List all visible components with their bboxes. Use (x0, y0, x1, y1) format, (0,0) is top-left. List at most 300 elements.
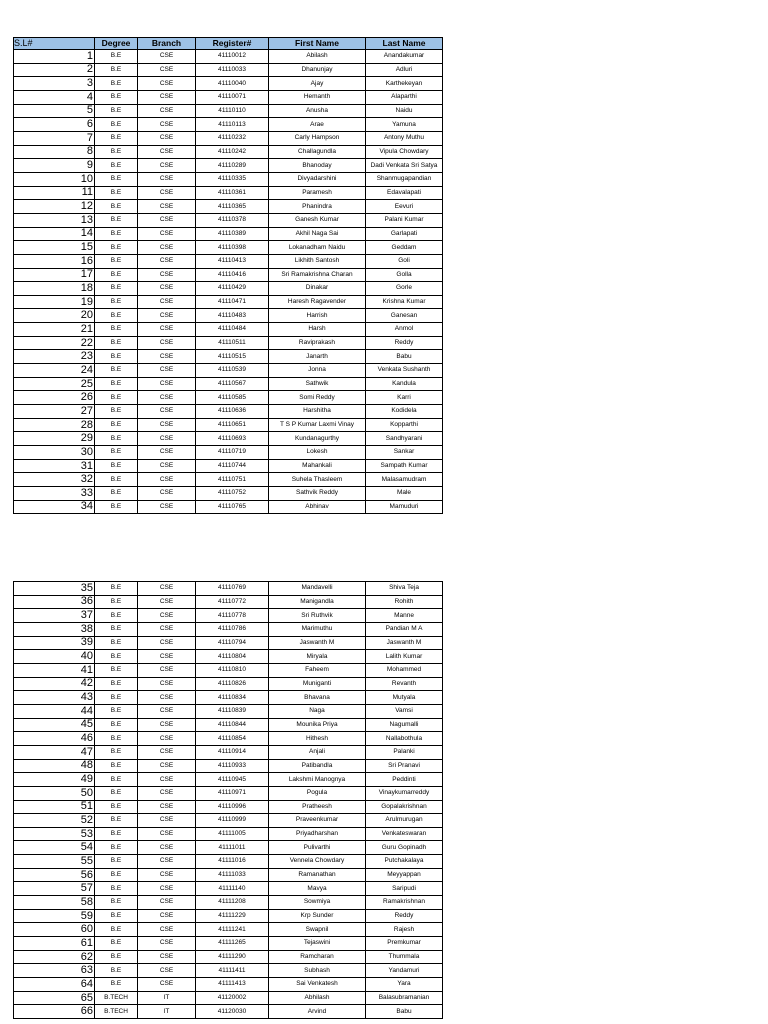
cell-register[interactable]: 41110413 (196, 254, 269, 268)
header-register[interactable]: Register# (196, 38, 269, 50)
cell-register[interactable]: 41110398 (196, 241, 269, 255)
cell-degree[interactable]: B.E (95, 868, 138, 882)
cell-register[interactable]: 41110242 (196, 145, 269, 159)
cell-register[interactable]: 41111241 (196, 923, 269, 937)
cell-first-name[interactable]: Praveenkumar (269, 814, 366, 828)
cell-first-name[interactable]: Faheem (269, 663, 366, 677)
cell-sl[interactable]: 25 (14, 377, 95, 391)
cell-sl[interactable]: 59 (14, 909, 95, 923)
cell-sl[interactable]: 33 (14, 487, 95, 501)
cell-branch[interactable]: CSE (138, 159, 196, 173)
cell-degree[interactable]: B.E (95, 118, 138, 132)
cell-register[interactable]: 41110539 (196, 364, 269, 378)
cell-register[interactable]: 41111290 (196, 950, 269, 964)
cell-last-name[interactable]: Gopalakrishnan (366, 800, 443, 814)
cell-branch[interactable]: CSE (138, 732, 196, 746)
cell-branch[interactable]: CSE (138, 609, 196, 623)
cell-register[interactable]: 41111011 (196, 841, 269, 855)
cell-degree[interactable]: B.E (95, 691, 138, 705)
cell-branch[interactable]: CSE (138, 909, 196, 923)
cell-branch[interactable]: CSE (138, 650, 196, 664)
cell-branch[interactable]: CSE (138, 459, 196, 473)
cell-degree[interactable]: B.E (95, 745, 138, 759)
cell-first-name[interactable]: Mounika Priya (269, 718, 366, 732)
cell-branch[interactable]: CSE (138, 964, 196, 978)
cell-sl[interactable]: 52 (14, 814, 95, 828)
cell-last-name[interactable]: Edavalapati (366, 186, 443, 200)
cell-first-name[interactable]: Bhanoday (269, 159, 366, 173)
cell-degree[interactable]: B.E (95, 841, 138, 855)
cell-branch[interactable]: CSE (138, 131, 196, 145)
cell-last-name[interactable]: Male (366, 487, 443, 501)
cell-first-name[interactable]: Miryala (269, 650, 366, 664)
cell-last-name[interactable]: Ganesan (366, 309, 443, 323)
cell-register[interactable]: 41110839 (196, 704, 269, 718)
cell-branch[interactable]: CSE (138, 104, 196, 118)
cell-first-name[interactable]: Arae (269, 118, 366, 132)
cell-degree[interactable]: B.E (95, 773, 138, 787)
cell-first-name[interactable]: Mavya (269, 882, 366, 896)
cell-degree[interactable]: B.E (95, 622, 138, 636)
cell-register[interactable]: 41110040 (196, 77, 269, 91)
cell-sl[interactable]: 46 (14, 732, 95, 746)
cell-sl[interactable]: 26 (14, 391, 95, 405)
cell-branch[interactable]: CSE (138, 745, 196, 759)
cell-sl[interactable]: 17 (14, 268, 95, 282)
cell-register[interactable]: 41110289 (196, 159, 269, 173)
cell-register[interactable]: 41111208 (196, 896, 269, 910)
cell-last-name[interactable]: Premkumar (366, 937, 443, 951)
cell-degree[interactable]: B.E (95, 759, 138, 773)
cell-first-name[interactable]: Raviprakash (269, 336, 366, 350)
cell-degree[interactable]: B.E (95, 595, 138, 609)
cell-degree[interactable]: B.E (95, 923, 138, 937)
cell-branch[interactable]: CSE (138, 704, 196, 718)
cell-last-name[interactable]: Mamuduri (366, 500, 443, 514)
cell-branch[interactable]: CSE (138, 50, 196, 64)
cell-last-name[interactable]: Shanmugapandian (366, 172, 443, 186)
cell-first-name[interactable]: Marimuthu (269, 622, 366, 636)
cell-sl[interactable]: 65 (14, 991, 95, 1005)
cell-sl[interactable]: 49 (14, 773, 95, 787)
cell-sl[interactable]: 21 (14, 323, 95, 337)
cell-degree[interactable]: B.E (95, 104, 138, 118)
cell-first-name[interactable]: Likhith Santosh (269, 254, 366, 268)
cell-degree[interactable]: B.E (95, 896, 138, 910)
cell-last-name[interactable]: Vinaykumarreddy (366, 786, 443, 800)
cell-degree[interactable]: B.E (95, 63, 138, 77)
cell-sl[interactable]: 56 (14, 868, 95, 882)
cell-degree[interactable]: B.E (95, 391, 138, 405)
cell-degree[interactable]: B.E (95, 487, 138, 501)
cell-first-name[interactable]: Lakshmi Manognya (269, 773, 366, 787)
cell-register[interactable]: 41111411 (196, 964, 269, 978)
cell-sl[interactable]: 34 (14, 500, 95, 514)
cell-sl[interactable]: 55 (14, 855, 95, 869)
cell-sl[interactable]: 64 (14, 978, 95, 992)
cell-branch[interactable]: CSE (138, 213, 196, 227)
header-degree[interactable]: Degree (95, 38, 138, 50)
cell-first-name[interactable]: Mandavelli (269, 582, 366, 596)
cell-last-name[interactable]: Balasubramanian (366, 991, 443, 1005)
cell-first-name[interactable]: Subhash (269, 964, 366, 978)
cell-degree[interactable]: B.E (95, 254, 138, 268)
cell-last-name[interactable]: Yara (366, 978, 443, 992)
cell-first-name[interactable]: Challagundla (269, 145, 366, 159)
cell-degree[interactable]: B.E (95, 937, 138, 951)
cell-register[interactable]: 41110693 (196, 432, 269, 446)
cell-degree[interactable]: B.E (95, 432, 138, 446)
cell-first-name[interactable]: Divyadarshini (269, 172, 366, 186)
cell-first-name[interactable]: Carly Hampson (269, 131, 366, 145)
cell-branch[interactable]: CSE (138, 323, 196, 337)
cell-last-name[interactable]: Lalith Kumar (366, 650, 443, 664)
cell-register[interactable]: 41110772 (196, 595, 269, 609)
cell-degree[interactable]: B.E (95, 582, 138, 596)
cell-sl[interactable]: 63 (14, 964, 95, 978)
cell-register[interactable]: 41110769 (196, 582, 269, 596)
cell-first-name[interactable]: Hithesh (269, 732, 366, 746)
cell-first-name[interactable]: Kundanagurthy (269, 432, 366, 446)
cell-last-name[interactable]: Yamuna (366, 118, 443, 132)
cell-degree[interactable]: B.E (95, 718, 138, 732)
cell-last-name[interactable]: Reddy (366, 336, 443, 350)
cell-degree[interactable]: B.E (95, 473, 138, 487)
cell-first-name[interactable]: Krp Sunder (269, 909, 366, 923)
cell-branch[interactable]: CSE (138, 691, 196, 705)
cell-degree[interactable]: B.E (95, 732, 138, 746)
cell-sl[interactable]: 31 (14, 459, 95, 473)
cell-degree[interactable]: B.E (95, 377, 138, 391)
cell-register[interactable]: 41111413 (196, 978, 269, 992)
cell-branch[interactable]: CSE (138, 500, 196, 514)
cell-branch[interactable]: IT (138, 991, 196, 1005)
cell-register[interactable]: 41110854 (196, 732, 269, 746)
cell-register[interactable]: 41110511 (196, 336, 269, 350)
cell-sl[interactable]: 15 (14, 241, 95, 255)
cell-register[interactable]: 41110033 (196, 63, 269, 77)
cell-sl[interactable]: 60 (14, 923, 95, 937)
cell-register[interactable]: 41110429 (196, 282, 269, 296)
cell-branch[interactable]: CSE (138, 350, 196, 364)
cell-degree[interactable]: B.TECH (95, 1005, 138, 1019)
cell-first-name[interactable]: Swapnil (269, 923, 366, 937)
cell-degree[interactable]: B.E (95, 295, 138, 309)
cell-sl[interactable]: 12 (14, 200, 95, 214)
cell-last-name[interactable]: Malasamudram (366, 473, 443, 487)
cell-register[interactable]: 41110810 (196, 663, 269, 677)
cell-first-name[interactable]: Manigandla (269, 595, 366, 609)
cell-degree[interactable]: B.E (95, 364, 138, 378)
cell-first-name[interactable]: Ganesh Kumar (269, 213, 366, 227)
cell-sl[interactable]: 53 (14, 827, 95, 841)
cell-degree[interactable]: B.E (95, 323, 138, 337)
cell-degree[interactable]: B.E (95, 241, 138, 255)
cell-register[interactable]: 41111016 (196, 855, 269, 869)
cell-register[interactable]: 41110335 (196, 172, 269, 186)
cell-branch[interactable]: CSE (138, 622, 196, 636)
cell-degree[interactable]: B.E (95, 309, 138, 323)
cell-last-name[interactable]: Peddinti (366, 773, 443, 787)
cell-sl[interactable]: 40 (14, 650, 95, 664)
cell-last-name[interactable]: Kopparthi (366, 418, 443, 432)
cell-register[interactable]: 41110933 (196, 759, 269, 773)
cell-degree[interactable]: B.E (95, 459, 138, 473)
cell-branch[interactable]: CSE (138, 582, 196, 596)
cell-sl[interactable]: 23 (14, 350, 95, 364)
cell-degree[interactable]: B.E (95, 213, 138, 227)
cell-last-name[interactable]: Geddam (366, 241, 443, 255)
cell-sl[interactable]: 1 (14, 50, 95, 64)
cell-register[interactable]: 41110012 (196, 50, 269, 64)
cell-degree[interactable]: B.E (95, 350, 138, 364)
cell-first-name[interactable]: Dhanunjay (269, 63, 366, 77)
cell-sl[interactable]: 36 (14, 595, 95, 609)
cell-branch[interactable]: IT (138, 1005, 196, 1019)
cell-branch[interactable]: CSE (138, 200, 196, 214)
cell-branch[interactable]: CSE (138, 663, 196, 677)
cell-register[interactable]: 41110971 (196, 786, 269, 800)
cell-first-name[interactable]: Hemanth (269, 90, 366, 104)
cell-register[interactable]: 41110389 (196, 227, 269, 241)
cell-branch[interactable]: CSE (138, 950, 196, 964)
cell-first-name[interactable]: Sri Ruthvik (269, 609, 366, 623)
cell-sl[interactable]: 2 (14, 63, 95, 77)
cell-last-name[interactable]: Palani Kumar (366, 213, 443, 227)
cell-sl[interactable]: 16 (14, 254, 95, 268)
header-branch[interactable]: Branch (138, 38, 196, 50)
cell-sl[interactable]: 51 (14, 800, 95, 814)
cell-register[interactable]: 41110844 (196, 718, 269, 732)
header-first-name[interactable]: First Name (269, 38, 366, 50)
cell-last-name[interactable]: Arulmurugan (366, 814, 443, 828)
cell-first-name[interactable]: Anjali (269, 745, 366, 759)
cell-degree[interactable]: B.E (95, 200, 138, 214)
cell-degree[interactable]: B.E (95, 704, 138, 718)
cell-last-name[interactable]: Anandakumar (366, 50, 443, 64)
cell-sl[interactable]: 20 (14, 309, 95, 323)
cell-last-name[interactable]: Pandian M A (366, 622, 443, 636)
cell-sl[interactable]: 57 (14, 882, 95, 896)
cell-first-name[interactable]: Pogula (269, 786, 366, 800)
cell-branch[interactable]: CSE (138, 868, 196, 882)
cell-last-name[interactable]: Sri Pranavi (366, 759, 443, 773)
cell-branch[interactable]: CSE (138, 786, 196, 800)
cell-branch[interactable]: CSE (138, 186, 196, 200)
cell-sl[interactable]: 48 (14, 759, 95, 773)
cell-last-name[interactable]: Garlapati (366, 227, 443, 241)
cell-first-name[interactable]: Harshitha (269, 405, 366, 419)
cell-last-name[interactable]: Krishna Kumar (366, 295, 443, 309)
cell-degree[interactable]: B.E (95, 964, 138, 978)
cell-last-name[interactable]: Reddy (366, 909, 443, 923)
cell-first-name[interactable]: Dinakar (269, 282, 366, 296)
cell-branch[interactable]: CSE (138, 282, 196, 296)
cell-register[interactable]: 41110471 (196, 295, 269, 309)
cell-degree[interactable]: B.E (95, 77, 138, 91)
header-last-name[interactable]: Last Name (366, 38, 443, 50)
cell-branch[interactable]: CSE (138, 227, 196, 241)
cell-first-name[interactable]: Tejaswini (269, 937, 366, 951)
cell-sl[interactable]: 8 (14, 145, 95, 159)
cell-degree[interactable]: B.E (95, 663, 138, 677)
cell-branch[interactable]: CSE (138, 978, 196, 992)
cell-first-name[interactable]: Sri Ramakrishna Charan (269, 268, 366, 282)
cell-last-name[interactable]: Kodidela (366, 405, 443, 419)
cell-degree[interactable]: B.E (95, 800, 138, 814)
cell-register[interactable]: 41110794 (196, 636, 269, 650)
cell-sl[interactable]: 28 (14, 418, 95, 432)
cell-degree[interactable]: B.E (95, 786, 138, 800)
cell-first-name[interactable]: Lokesh (269, 446, 366, 460)
cell-register[interactable]: 41110996 (196, 800, 269, 814)
cell-register[interactable]: 41111033 (196, 868, 269, 882)
cell-first-name[interactable]: T S P Kumar Laxmi Vinay (269, 418, 366, 432)
cell-first-name[interactable]: Jaswanth M (269, 636, 366, 650)
cell-last-name[interactable]: Venkata Sushanth (366, 364, 443, 378)
cell-branch[interactable]: CSE (138, 295, 196, 309)
cell-first-name[interactable]: Lokanadham Naidu (269, 241, 366, 255)
cell-last-name[interactable]: Nagumalli (366, 718, 443, 732)
cell-branch[interactable]: CSE (138, 254, 196, 268)
cell-sl[interactable]: 29 (14, 432, 95, 446)
cell-last-name[interactable]: Guru Gopinadh (366, 841, 443, 855)
cell-last-name[interactable]: Vamsi (366, 704, 443, 718)
cell-first-name[interactable]: Sai Venkatesh (269, 978, 366, 992)
cell-branch[interactable]: CSE (138, 90, 196, 104)
cell-register[interactable]: 41110945 (196, 773, 269, 787)
cell-branch[interactable]: CSE (138, 487, 196, 501)
cell-register[interactable]: 41110719 (196, 446, 269, 460)
cell-register[interactable]: 41120030 (196, 1005, 269, 1019)
cell-sl[interactable]: 54 (14, 841, 95, 855)
cell-first-name[interactable]: Bhavana (269, 691, 366, 705)
cell-sl[interactable]: 35 (14, 582, 95, 596)
cell-last-name[interactable]: Anmol (366, 323, 443, 337)
cell-register[interactable]: 41110361 (196, 186, 269, 200)
cell-sl[interactable]: 7 (14, 131, 95, 145)
cell-last-name[interactable]: Venkateswaran (366, 827, 443, 841)
cell-degree[interactable]: B.E (95, 145, 138, 159)
cell-last-name[interactable]: Dadi Venkata Sri Satya (366, 159, 443, 173)
cell-register[interactable]: 41110113 (196, 118, 269, 132)
cell-last-name[interactable]: Naidu (366, 104, 443, 118)
cell-degree[interactable]: B.E (95, 950, 138, 964)
cell-last-name[interactable]: Babu (366, 350, 443, 364)
header-sl[interactable]: S.L# (14, 38, 95, 50)
cell-branch[interactable]: CSE (138, 364, 196, 378)
cell-last-name[interactable]: Mutyala (366, 691, 443, 705)
cell-last-name[interactable]: Vipula Chowdary (366, 145, 443, 159)
cell-sl[interactable]: 14 (14, 227, 95, 241)
cell-degree[interactable]: B.E (95, 882, 138, 896)
cell-register[interactable]: 41110071 (196, 90, 269, 104)
cell-branch[interactable]: CSE (138, 718, 196, 732)
cell-sl[interactable]: 41 (14, 663, 95, 677)
cell-register[interactable]: 41110999 (196, 814, 269, 828)
cell-register[interactable]: 41110567 (196, 377, 269, 391)
cell-sl[interactable]: 58 (14, 896, 95, 910)
cell-branch[interactable]: CSE (138, 418, 196, 432)
cell-degree[interactable]: B.E (95, 978, 138, 992)
cell-degree[interactable]: B.E (95, 336, 138, 350)
cell-register[interactable]: 41110786 (196, 622, 269, 636)
cell-sl[interactable]: 30 (14, 446, 95, 460)
cell-register[interactable]: 41110636 (196, 405, 269, 419)
cell-last-name[interactable]: Eevuri (366, 200, 443, 214)
cell-branch[interactable]: CSE (138, 309, 196, 323)
cell-sl[interactable]: 19 (14, 295, 95, 309)
cell-sl[interactable]: 11 (14, 186, 95, 200)
cell-branch[interactable]: CSE (138, 841, 196, 855)
cell-last-name[interactable]: Rajesh (366, 923, 443, 937)
cell-first-name[interactable]: Paramesh (269, 186, 366, 200)
cell-first-name[interactable]: Ajay (269, 77, 366, 91)
cell-sl[interactable]: 6 (14, 118, 95, 132)
cell-sl[interactable]: 61 (14, 937, 95, 951)
cell-last-name[interactable]: Karri (366, 391, 443, 405)
cell-degree[interactable]: B.E (95, 268, 138, 282)
cell-degree[interactable]: B.E (95, 827, 138, 841)
cell-last-name[interactable]: Golla (366, 268, 443, 282)
cell-degree[interactable]: B.E (95, 172, 138, 186)
cell-degree[interactable]: B.E (95, 50, 138, 64)
cell-register[interactable]: 41110765 (196, 500, 269, 514)
cell-branch[interactable]: CSE (138, 759, 196, 773)
cell-sl[interactable]: 42 (14, 677, 95, 691)
cell-branch[interactable]: CSE (138, 473, 196, 487)
cell-last-name[interactable]: Saripudi (366, 882, 443, 896)
cell-degree[interactable]: B.E (95, 855, 138, 869)
cell-last-name[interactable]: Meyyappan (366, 868, 443, 882)
cell-register[interactable]: 41120002 (196, 991, 269, 1005)
cell-first-name[interactable]: Muniganti (269, 677, 366, 691)
cell-degree[interactable]: B.E (95, 500, 138, 514)
cell-branch[interactable]: CSE (138, 377, 196, 391)
cell-first-name[interactable]: Phanindra (269, 200, 366, 214)
cell-register[interactable]: 41110416 (196, 268, 269, 282)
cell-first-name[interactable]: Somi Reddy (269, 391, 366, 405)
cell-register[interactable]: 41110378 (196, 213, 269, 227)
cell-register[interactable]: 41110804 (196, 650, 269, 664)
cell-branch[interactable]: CSE (138, 446, 196, 460)
cell-register[interactable]: 41110651 (196, 418, 269, 432)
cell-degree[interactable]: B.TECH (95, 991, 138, 1005)
cell-register[interactable]: 41110752 (196, 487, 269, 501)
cell-degree[interactable]: B.E (95, 186, 138, 200)
cell-last-name[interactable]: Gorle (366, 282, 443, 296)
cell-first-name[interactable]: Suhela Thasleem (269, 473, 366, 487)
cell-last-name[interactable]: Alaparthi (366, 90, 443, 104)
cell-register[interactable]: 41111229 (196, 909, 269, 923)
cell-degree[interactable]: B.E (95, 282, 138, 296)
cell-first-name[interactable]: Ramanathan (269, 868, 366, 882)
cell-register[interactable]: 41110110 (196, 104, 269, 118)
cell-sl[interactable]: 44 (14, 704, 95, 718)
cell-branch[interactable]: CSE (138, 800, 196, 814)
cell-sl[interactable]: 3 (14, 77, 95, 91)
cell-first-name[interactable]: Harsh (269, 323, 366, 337)
cell-last-name[interactable]: Ramakrishnan (366, 896, 443, 910)
cell-last-name[interactable]: Manne (366, 609, 443, 623)
cell-first-name[interactable]: Ramcharan (269, 950, 366, 964)
cell-first-name[interactable]: Sathvik Reddy (269, 487, 366, 501)
cell-first-name[interactable]: Pulivarthi (269, 841, 366, 855)
cell-last-name[interactable]: Sandhyarani (366, 432, 443, 446)
cell-sl[interactable]: 27 (14, 405, 95, 419)
cell-branch[interactable]: CSE (138, 814, 196, 828)
cell-first-name[interactable]: Abilash (269, 50, 366, 64)
